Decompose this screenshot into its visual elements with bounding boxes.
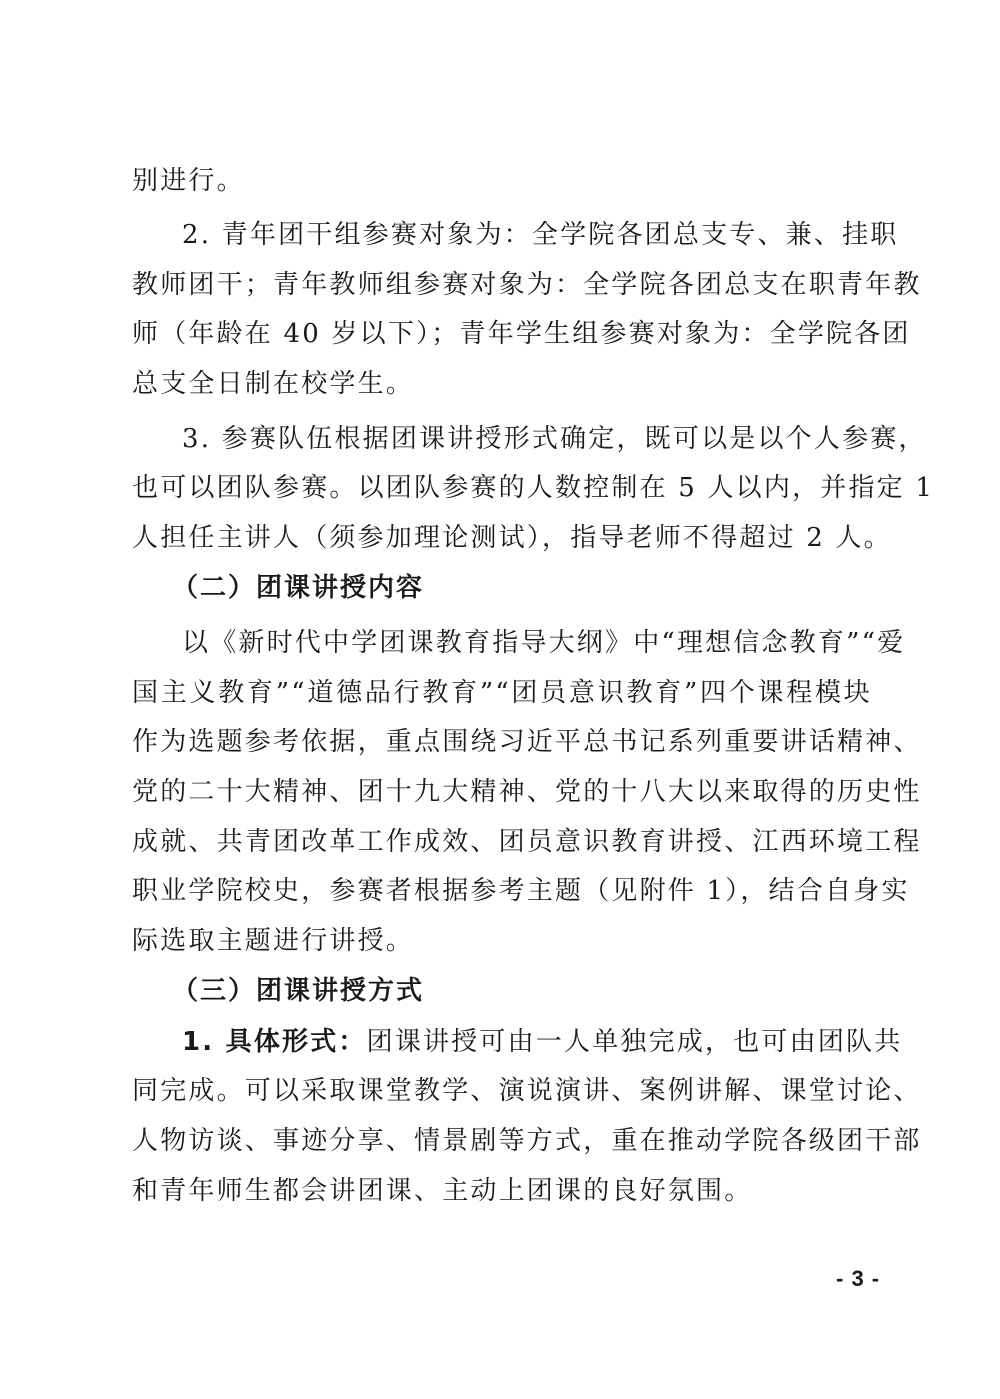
page-number: - 3 - bbox=[836, 1266, 881, 1291]
paragraph-line: 教师团干；青年教师组参赛对象为：全学院各团总支在职青年教 bbox=[132, 270, 922, 300]
paragraph-line: 职业学院校史，参赛者根据参考主题（见附件 1），结合自身实 bbox=[132, 876, 910, 906]
paragraph-line: 人担任主讲人（须参加理论测试），指导老师不得超过 2 人。 bbox=[132, 523, 892, 553]
section-heading-content: （二）团课讲授内容 bbox=[172, 573, 425, 603]
paragraph-line: 和青年师生都会讲团课、主动上团课的良好氛围。 bbox=[132, 1176, 753, 1206]
paragraph-line: 党的二十大精神、团十九大精神、党的十八大以来取得的历史性 bbox=[132, 777, 922, 807]
paragraph-line: 师（年龄在 40 岁以下）；青年学生组参赛对象为：全学院各团 bbox=[132, 319, 911, 349]
paragraph-line: 同完成。可以采取课堂教学、演说演讲、案例讲解、课堂讨论、 bbox=[132, 1076, 922, 1106]
paragraph-line: 3. 参赛队伍根据团课讲授形式确定，既可以是以个人参赛， bbox=[182, 424, 927, 454]
section-heading-method: （三）团课讲授方式 bbox=[172, 976, 425, 1006]
paragraph-line: 作为选题参考依据，重点围绕习近平总书记系列重要讲话精神、 bbox=[132, 727, 922, 757]
paragraph-line: 际选取主题进行讲授。 bbox=[132, 926, 415, 956]
item-label: 1. 具体形式： bbox=[182, 1027, 367, 1057]
paragraph-line: 总支全日制在校学生。 bbox=[132, 369, 415, 399]
paragraph-line: 也可以团队参赛。以团队参赛的人数控制在 5 人以内，并指定 1 bbox=[132, 473, 935, 503]
paragraph-line: 2. 青年团干组参赛对象为：全学院各团总支专、兼、挂职 bbox=[182, 220, 899, 250]
item-text: 团课讲授可由一人单独完成，也可由团队共 bbox=[366, 1027, 903, 1057]
paragraph-line-item1 bbox=[182, 1025, 903, 1059]
paragraph-line: 国主义教育”“道德品行教育”“团员意识教育”四个课程模块 bbox=[132, 678, 872, 708]
paragraph-line: 别进行。 bbox=[132, 166, 245, 196]
paragraph-line: 以《新时代中学团课教育指导大纲》中“理想信念教育”“爱 bbox=[182, 628, 906, 658]
paragraph-line: 成就、共青团改革工作成效、团员意识教育讲授、江西环境工程 bbox=[132, 827, 922, 857]
paragraph-line: 人物访谈、事迹分享、情景剧等方式，重在推动学院各级团干部 bbox=[132, 1126, 922, 1156]
